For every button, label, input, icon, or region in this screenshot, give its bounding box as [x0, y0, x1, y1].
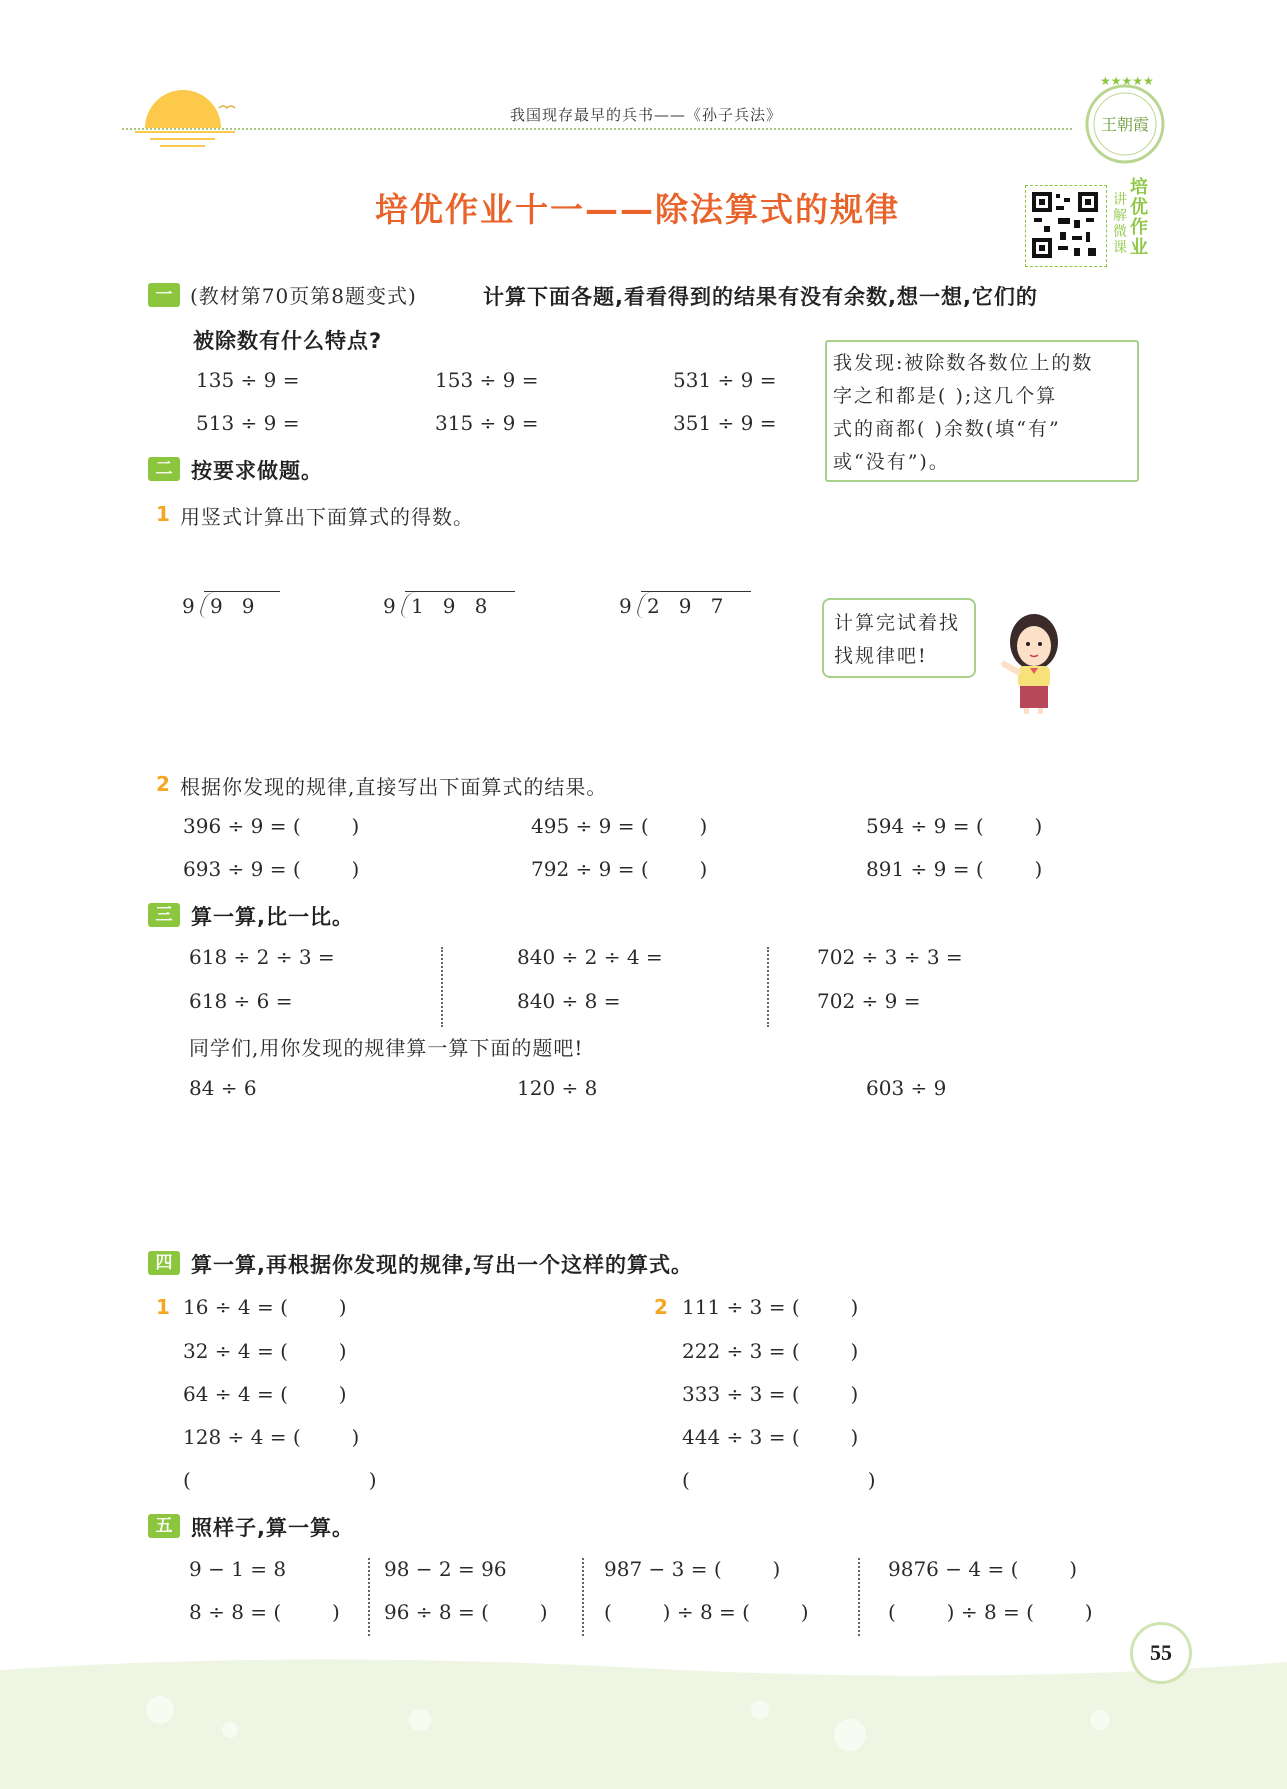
long-division [383, 588, 523, 624]
running-title: 我国现存最早的兵书——《孙子兵法》 [510, 106, 783, 124]
s3-eq: 603 ÷ 9 [866, 1076, 947, 1100]
s4-q1-number: 1 [156, 1295, 170, 1319]
dividend: 2 9 7 [647, 594, 724, 618]
s5-eq: 9 − 1 = 8 [189, 1557, 287, 1581]
s4-eq: 16 ÷ 4 = ( ) [183, 1295, 347, 1319]
s2-eq: 495 ÷ 9 = ( ) [531, 814, 708, 838]
header-rule [122, 128, 1072, 130]
qr-label-small: 讲解微课 [1113, 192, 1127, 256]
s1-instruction: 计算下面各题,看看得到的结果有没有余数,想一想,它们的 [483, 285, 1038, 309]
s3-eq: 84 ÷ 6 [189, 1076, 257, 1100]
s1-eq: 513 ÷ 9 = [196, 411, 300, 435]
note-line: 或“没有”)。 [833, 451, 950, 473]
hint-bubble [822, 598, 976, 678]
divisor: 9 [182, 594, 195, 618]
s4-eq: 128 ÷ 4 = ( ) [183, 1425, 360, 1449]
s2-eq: 693 ÷ 9 = ( ) [183, 857, 360, 881]
s1-eq: 135 ÷ 9 = [196, 368, 300, 392]
s3-eq: 702 ÷ 3 ÷ 3 = [817, 945, 963, 969]
section-4-badge: 四 [148, 1251, 180, 1275]
brand-logo [1080, 74, 1170, 164]
s2-q2-number: 2 [156, 772, 170, 796]
s1-eq: 153 ÷ 9 = [435, 368, 539, 392]
s5-eq: 8 ÷ 8 = ( ) [189, 1600, 340, 1624]
s4-eq: 333 ÷ 3 = ( ) [682, 1382, 859, 1406]
long-division [619, 588, 759, 624]
s4-blank: ( ) [682, 1468, 876, 1492]
s5-eq: ( ) ÷ 8 = ( ) [604, 1600, 809, 1624]
qr-icon [1026, 186, 1104, 264]
s2-q2-text: 根据你发现的规律,直接写出下面算式的结果。 [180, 775, 608, 799]
s4-blank: ( ) [183, 1468, 377, 1492]
s2-eq: 792 ÷ 9 = ( ) [531, 857, 708, 881]
qr-label-big: 培优作业 [1130, 177, 1148, 258]
s4-q2-number: 2 [654, 1295, 668, 1319]
divisor: 9 [619, 594, 632, 618]
s5-title: 照样子,算一算。 [191, 1516, 354, 1540]
qr-code[interactable] [1025, 185, 1107, 267]
s3-eq: 702 ÷ 9 = [817, 989, 921, 1013]
dividend: 1 9 8 [411, 594, 488, 618]
s4-eq: 32 ÷ 4 = ( ) [183, 1339, 347, 1363]
s4-eq: 444 ÷ 3 = ( ) [682, 1425, 859, 1449]
s4-eq: 111 ÷ 3 = ( ) [682, 1295, 859, 1319]
page-number-badge [1130, 1622, 1192, 1684]
s5-eq: 987 − 3 = ( ) [604, 1557, 781, 1581]
sun-decoration [135, 78, 245, 153]
column-divider [368, 1558, 370, 1636]
s2-q1-text: 用竖式计算出下面算式的得数。 [180, 505, 474, 529]
page-title: 培优作业十一——除法算式的规律 [375, 190, 900, 229]
s4-eq: 64 ÷ 4 = ( ) [183, 1382, 347, 1406]
s4-eq: 222 ÷ 3 = ( ) [682, 1339, 859, 1363]
s1-source: (教材第70页第8题变式) [190, 284, 417, 308]
note-line: 字之和都是( );这几个算 [833, 385, 1058, 407]
s2-eq: 396 ÷ 9 = ( ) [183, 814, 360, 838]
s3-eq: 120 ÷ 8 [517, 1076, 598, 1100]
s1-eq: 351 ÷ 9 = [673, 411, 777, 435]
s3-title: 算一算,比一比。 [191, 905, 354, 929]
s2-title: 按要求做题。 [191, 459, 323, 483]
s3-eq: 840 ÷ 8 = [517, 989, 621, 1013]
svg-text:王朝霞: 王朝霞 [1100, 115, 1150, 134]
footer-decoration [0, 1650, 1287, 1789]
hint-line: 计算完试着找 [834, 612, 961, 634]
section-5-badge: 五 [148, 1514, 180, 1538]
s3-eq: 840 ÷ 2 ÷ 4 = [517, 945, 663, 969]
discovery-note-box [825, 340, 1139, 482]
svg-text:★★★★★: ★★★★★ [1100, 74, 1154, 88]
s5-eq: 9876 − 4 = ( ) [888, 1557, 1078, 1581]
column-divider [767, 947, 769, 1027]
s2-eq: 594 ÷ 9 = ( ) [866, 814, 1043, 838]
column-divider [858, 1558, 860, 1636]
column-divider [582, 1558, 584, 1636]
s5-eq: ( ) ÷ 8 = ( ) [888, 1600, 1093, 1624]
s3-prompt: 同学们,用你发现的规律算一算下面的题吧! [189, 1036, 584, 1060]
s5-eq: 98 − 2 = 96 [384, 1557, 507, 1581]
s1-instruction-2: 被除数有什么特点? [193, 329, 383, 353]
s5-eq: 96 ÷ 8 = ( ) [384, 1600, 548, 1624]
section-3-badge: 三 [148, 903, 180, 927]
s2-eq: 891 ÷ 9 = ( ) [866, 857, 1043, 881]
s1-eq: 315 ÷ 9 = [435, 411, 539, 435]
note-line: 式的商都( )余数(填“有” [833, 418, 1061, 440]
column-divider [441, 947, 443, 1027]
s3-eq: 618 ÷ 2 ÷ 3 = [189, 945, 335, 969]
s3-eq: 618 ÷ 6 = [189, 989, 293, 1013]
hint-line: 找规律吧! [834, 645, 928, 667]
girl-illustration [990, 610, 1075, 715]
section-1-badge: 一 [148, 283, 180, 307]
long-division [182, 588, 302, 624]
s4-title: 算一算,再根据你发现的规律,写出一个这样的算式。 [191, 1253, 693, 1277]
page-number: 55 [1150, 1640, 1172, 1665]
dividend: 9 9 [210, 594, 255, 618]
divisor: 9 [383, 594, 396, 618]
section-2-badge: 二 [148, 457, 180, 481]
note-line: 我发现:被除数各数位上的数 [833, 352, 1094, 374]
s2-q1-number: 1 [156, 502, 170, 526]
s1-eq: 531 ÷ 9 = [673, 368, 777, 392]
